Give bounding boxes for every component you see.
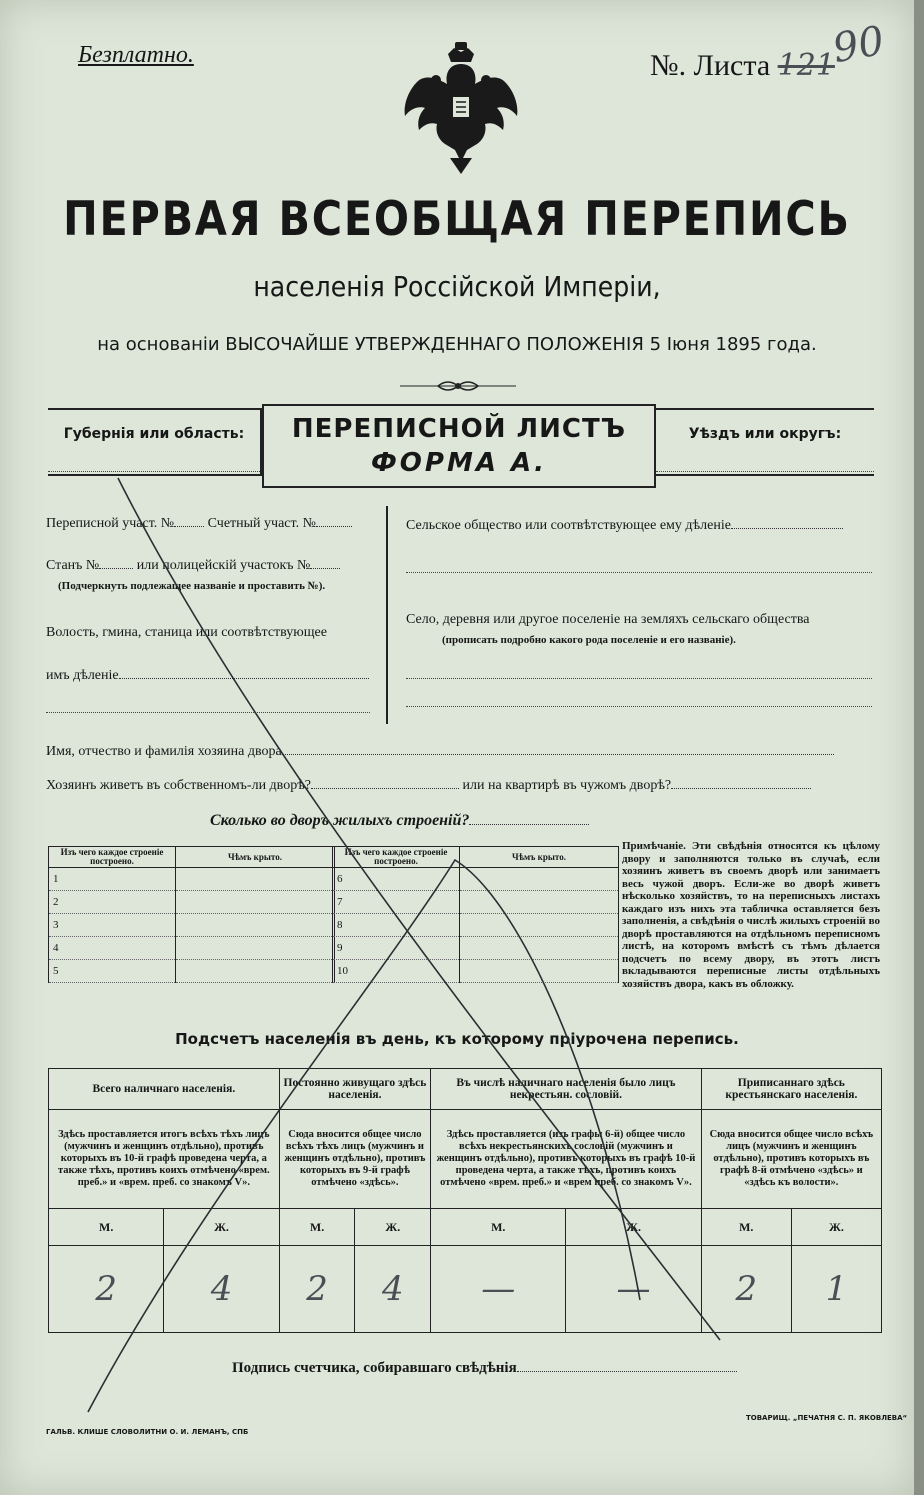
stan-label: Станъ № (46, 558, 100, 573)
imprint-left: ГАЛЬВ. КЛИШЕ СЛОВОЛИТНИ О. И. ЛЕМАНЪ, СПБ (46, 1428, 249, 1436)
district-label: Уѣздъ или округъ: (688, 426, 842, 442)
village-society-label: Сельское общество или соотвѣтствующее ему дѣленіе (406, 518, 731, 533)
table-row (333, 960, 619, 983)
double-headed-eagle-icon (398, 40, 524, 178)
owner-lives-field (46, 778, 811, 794)
female-label: Ж. (791, 1209, 881, 1246)
roof-cell[interactable] (176, 868, 335, 891)
roof-cell[interactable] (176, 914, 335, 937)
census-district-field (46, 516, 352, 532)
row-number: 7 (333, 891, 460, 914)
roof-cell[interactable] (460, 891, 619, 914)
male-label: М. (431, 1209, 566, 1246)
village-society-field (406, 518, 843, 534)
row-number: 8 (333, 914, 460, 937)
non-peasant-male-value[interactable]: — (431, 1246, 566, 1333)
table-row (333, 937, 619, 960)
count-mf-row (49, 1209, 882, 1246)
row-number: 9 (333, 937, 460, 960)
buildings-table-header (333, 847, 619, 868)
sheet-number-handwritten: 90 (829, 17, 888, 73)
col-desc-registered-peasant: Сюда вносится общее число всѣхъ лицъ (мужчинъ и женщинъ отдѣльно), противъ которыхъ въ графѣ 8-й отмѣчено «здѣсь» и «здѣсь къ волости». (701, 1110, 881, 1209)
row-number: 10 (333, 960, 460, 983)
volost-label: Волость, гмина, станица или соотвѣтствующее (46, 625, 327, 640)
main-title: ПЕРВАЯ ВСЕОБЩАЯ ПЕРЕПИСЬ (63, 192, 851, 247)
census-sheet-title: ПЕРЕПИСНОЙ ЛИСТЪ (291, 414, 627, 444)
registered-peasant-male-value[interactable]: 2 (701, 1246, 791, 1333)
village-label: Село, деревня или другое поселеніе на земляхъ сельскаго общества (406, 612, 810, 627)
volost-entry[interactable] (119, 678, 369, 679)
underline-note: (Подчеркнуть подлежащее названіе и проставить №). (58, 580, 326, 592)
female-label: Ж. (355, 1209, 431, 1246)
enumerator-signature-field (232, 1360, 737, 1377)
col-desc-permanent: Сюда вносится общее число всѣхъ тѣхъ лицъ (мужчинъ и женщинъ отдѣльно), противъ которыхъ въ 9-й графѣ отмѣчено «здѣсь». (279, 1110, 430, 1209)
district-entry-line[interactable] (656, 471, 874, 472)
census-sheet-title-box (262, 404, 656, 488)
police-district-label: или полицейскій участокъ № (136, 558, 311, 573)
sheet-number (650, 48, 835, 83)
col-head-total: Всего наличнаго населенія. (49, 1069, 280, 1110)
roof-cell[interactable] (460, 960, 619, 983)
owner-name-entry[interactable] (282, 754, 834, 755)
roof-cell[interactable] (460, 937, 619, 960)
province-label: Губернія или область: (63, 426, 245, 442)
sheet-number-printed: 121 (777, 48, 835, 83)
population-count-table (48, 1068, 882, 1333)
col-head-registered-peasant: Приписаннаго здѣсь крестьянскаго населенія. (701, 1069, 881, 1110)
permanent-male-value[interactable]: 2 (279, 1246, 355, 1333)
binding-edge (914, 0, 924, 1495)
village-society-entry-line[interactable] (406, 572, 872, 573)
buildings-question (210, 812, 589, 830)
volost-entry-line-2[interactable] (46, 712, 370, 713)
police-district-entry[interactable] (310, 568, 340, 569)
roof-cell[interactable] (176, 937, 335, 960)
volost-label-cont: имъ дѣленіе (46, 668, 119, 683)
row-number: 2 (49, 891, 176, 914)
roof-header: Чѣмъ крыто. (176, 847, 335, 868)
row-number: 4 (49, 937, 176, 960)
count-values-row (49, 1246, 882, 1333)
signature-entry[interactable] (517, 1371, 737, 1372)
buildings-note: Примѣчаніе. Эти свѣдѣнія относятся къ цѣлому двору и заполняются только въ случаѣ, если хозяинъ живетъ въ своемъ дворѣ или занимаетъ весь чужой дворъ. Если-же во дворѣ живетъ нѣсколько хозяйствъ, то на переписныхъ листахъ каждаго изъ нихъ эта табличка оставляется безъ заполненія, а свѣдѣнія о числѣ жилыхъ строеній во дворѣ проставляются на отдѣльномъ переписномъ листѣ, на которомъ вмѣстѣ съ тѣмъ дѣлается подсчетъ по всему двору, въ этотъ листъ вкладываются переписные листы отдѣльныхъ хозяйствъ двора, какъ въ обложку. (622, 840, 880, 990)
female-label: Ж. (164, 1209, 279, 1246)
village-entry-line-2[interactable] (406, 706, 872, 707)
table-row (49, 868, 335, 891)
counting-district-entry[interactable] (316, 526, 352, 527)
male-label: М. (701, 1209, 791, 1246)
roof-cell[interactable] (460, 914, 619, 937)
male-label: М. (49, 1209, 164, 1246)
basis-line: на основаніи ВЫСОЧАЙШЕ УТВЕРЖДЕННАГО ПОЛОЖЕНІЯ 5 Іюня 1895 года. (97, 334, 817, 355)
male-label: М. (279, 1209, 355, 1246)
stan-field (46, 558, 340, 574)
subtitle: населенія Россійской Имперіи, (253, 270, 661, 303)
row-number: 5 (49, 960, 176, 983)
female-label: Ж. (566, 1209, 701, 1246)
table-row (333, 914, 619, 937)
table-row (49, 937, 335, 960)
col-desc-total: Здѣсь проставляется итогъ всѣхъ тѣхъ лицъ (мужчинъ и женщинъ отдѣльно), противъ которыхъ въ 10-й графѣ проведена черта, а также тѣхъ, противъ коихъ отмѣчено «врем. преб.» и «врем. преб. со знакомъ V». (49, 1110, 280, 1209)
count-head-row (49, 1069, 882, 1110)
total-male-value[interactable]: 2 (49, 1246, 164, 1333)
owner-lives-own-label: Хозяинъ живетъ въ собственномъ-ли дворѣ? (46, 778, 312, 793)
column-divider (386, 506, 388, 724)
count-desc-row (49, 1110, 882, 1209)
row-number: 3 (49, 914, 176, 937)
census-district-label: Переписной участ. № (46, 516, 175, 531)
table-row (333, 868, 619, 891)
village-society-entry[interactable] (731, 528, 843, 529)
col-head-permanent: Постоянно живущаго здѣсь населенія. (279, 1069, 430, 1110)
buildings-question-entry[interactable] (469, 824, 589, 825)
buildings-table-left (48, 846, 335, 983)
table-row (49, 960, 335, 983)
census-district-entry[interactable] (174, 526, 204, 527)
village-note: (прописать подробно какого рода поселеніе и его названіе). (442, 634, 736, 646)
non-peasant-female-value[interactable]: — (566, 1246, 701, 1333)
buildings-table-right (332, 846, 619, 983)
owner-name-field (46, 744, 834, 760)
owner-lives-rent-entry[interactable] (671, 788, 811, 789)
counting-district-label: Счетный участ. № (207, 516, 316, 531)
owner-name-label: Имя, отчество и фамилія хозяина двора (46, 744, 282, 759)
province-box (48, 408, 262, 476)
material-header: Изъ чего каждое строеніе построено. (333, 847, 460, 868)
imprint-right: ТОВАРИЩ. „ПЕЧАТНЯ С. П. ЯКОВЛЕВА“ (746, 1414, 908, 1422)
volost-label-2 (46, 668, 369, 684)
roof-cell[interactable] (460, 868, 619, 891)
roof-cell[interactable] (176, 891, 335, 914)
table-row (49, 891, 335, 914)
buildings-question-label: Сколько во дворъ жилыхъ строеній? (210, 812, 470, 829)
col-head-non-peasant: Въ числѣ наличнаго населенія было лицъ некрестьян. сословій. (431, 1069, 702, 1110)
material-header: Изъ чего каждое строеніе построено. (49, 847, 176, 868)
row-number: 6 (333, 868, 460, 891)
form-a-label: ФОРМА А. (371, 448, 547, 478)
ornament-divider-icon (400, 378, 516, 394)
sheet-label: №. Листа (650, 49, 771, 82)
table-row (49, 914, 335, 937)
village-entry-line-1[interactable] (406, 678, 872, 679)
buildings-table-header (49, 847, 335, 868)
registered-peasant-female-value[interactable]: 1 (791, 1246, 881, 1333)
stan-entry[interactable] (99, 568, 133, 569)
gratis-label: Безплатно. (78, 42, 194, 68)
roof-cell[interactable] (176, 960, 335, 983)
col-desc-non-peasant: Здѣсь проставляется (изъ графы 6-й) общее число всѣхъ некрестьянскихъ сословій (мужчинъ и женщинъ отдѣльно), противъ которыхъ въ графѣ 10-й проведена черта, а также тѣхъ, противъ коихъ отмѣчено «врем. преб.» и «врем преб. со знакомъ V». (431, 1110, 702, 1209)
province-entry-line[interactable] (48, 471, 260, 472)
population-count-title: Подсчетъ населенія въ день, къ которому пріурочена перепись. (175, 1030, 739, 1048)
owner-lives-rent-label: или на квартирѣ въ чужомъ дворѣ? (462, 778, 672, 793)
permanent-female-value[interactable]: 4 (355, 1246, 431, 1333)
district-box (654, 408, 874, 476)
owner-lives-own-entry[interactable] (311, 788, 459, 789)
row-number: 1 (49, 868, 176, 891)
total-female-value[interactable]: 4 (164, 1246, 279, 1333)
roof-header: Чѣмъ крыто. (460, 847, 619, 868)
table-row (333, 891, 619, 914)
signature-label: Подпись счетчика, собиравшаго свѣдѣнія (232, 1360, 517, 1376)
